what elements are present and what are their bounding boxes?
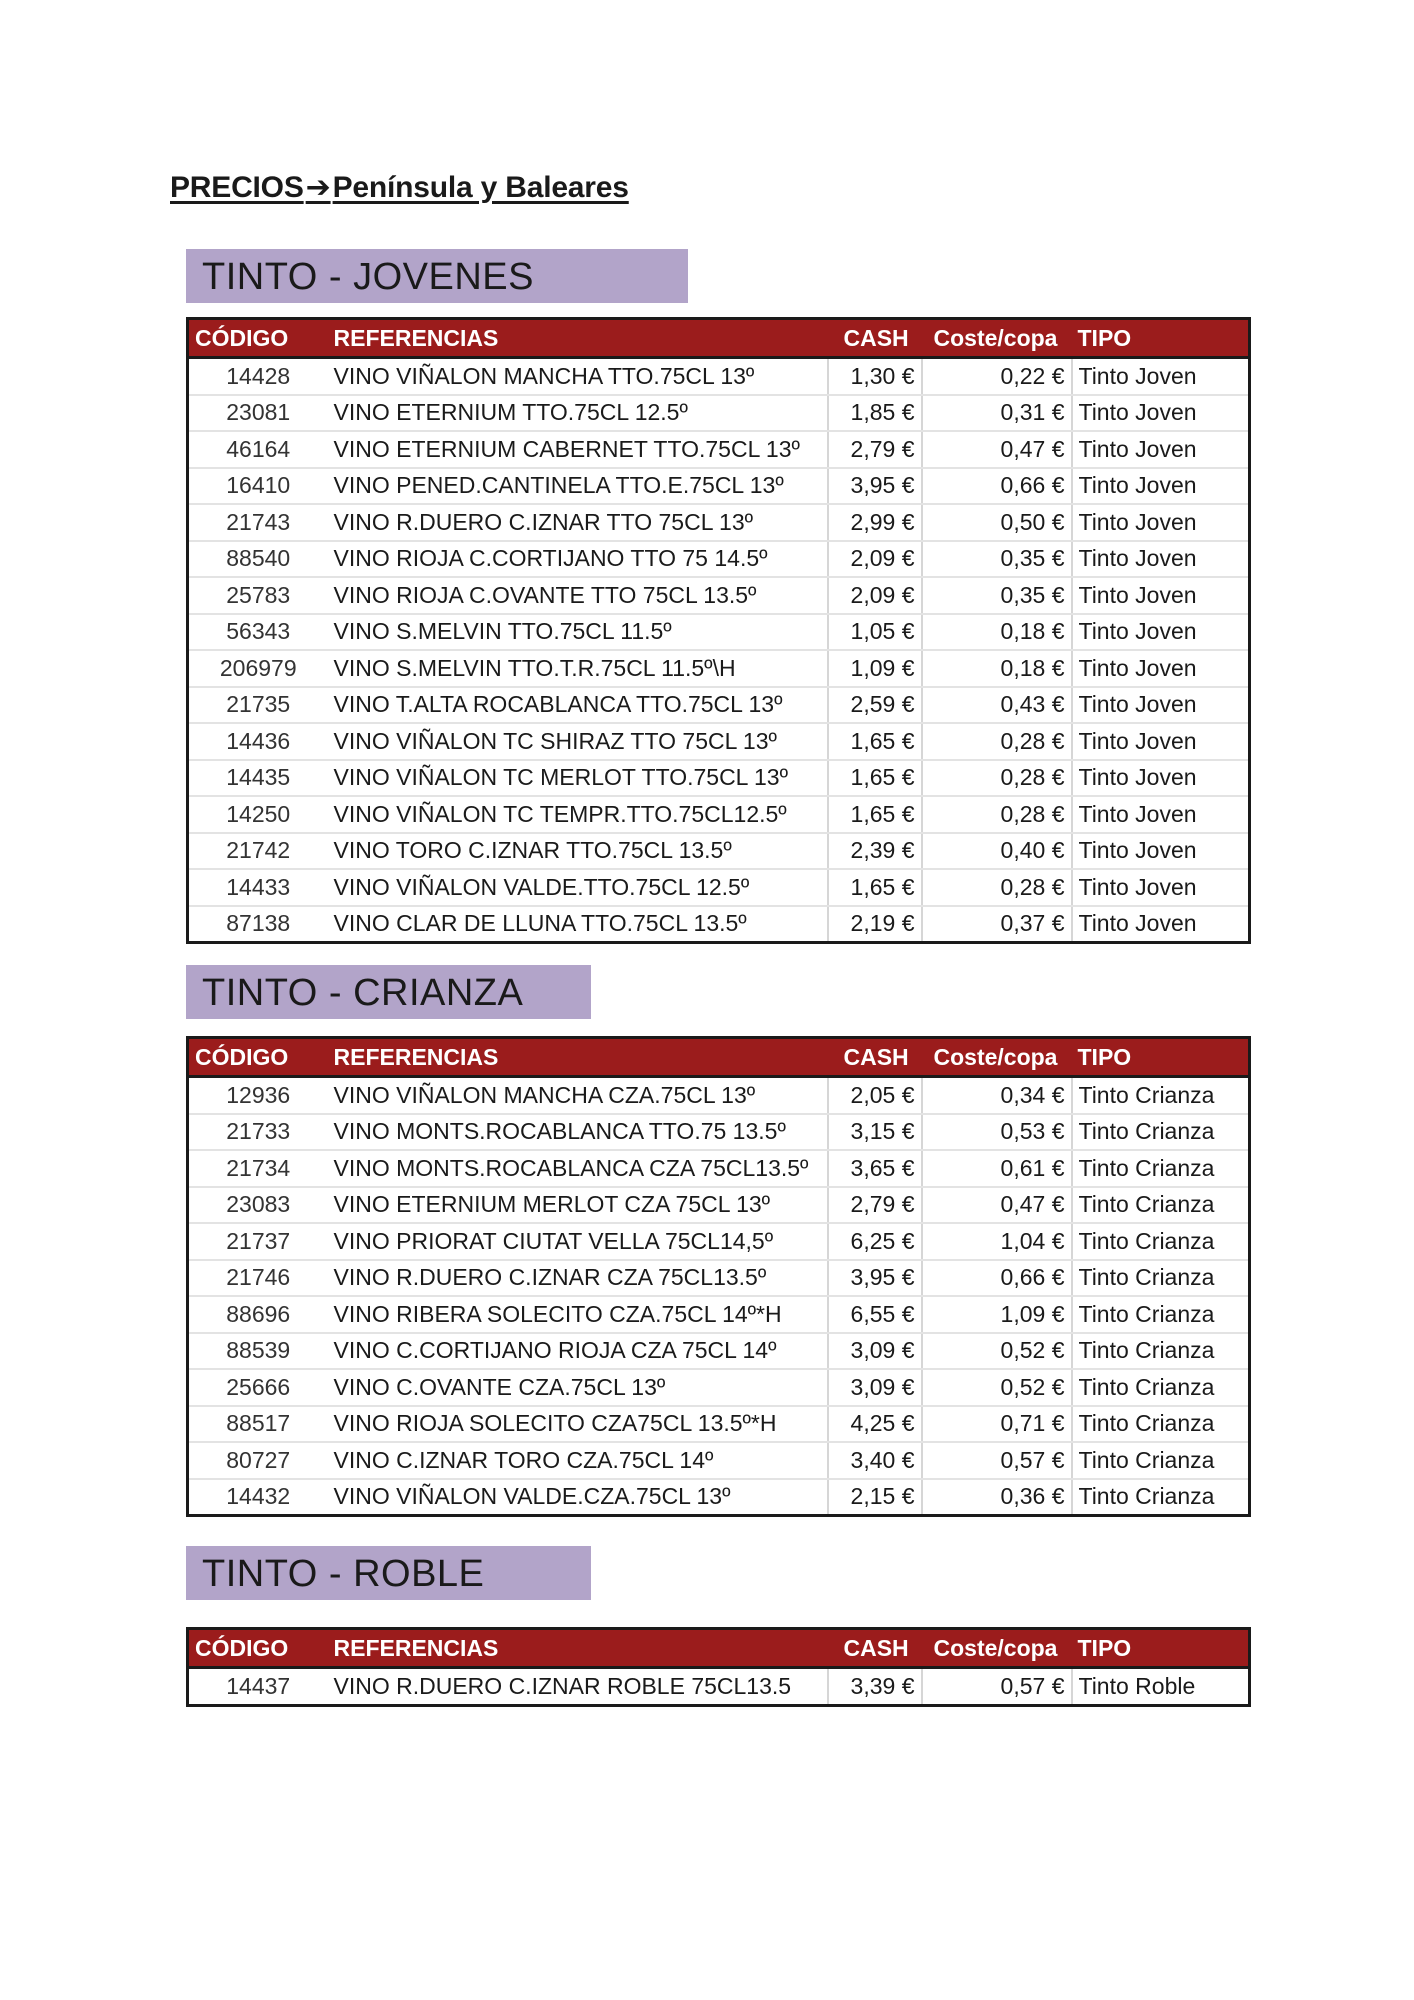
referencia-cell: VINO TORO C.IZNAR TTO.75CL 13.5º xyxy=(328,833,828,870)
coste-copa-cell: 1,04 € xyxy=(922,1223,1072,1260)
coste-copa-cell: 0,18 € xyxy=(922,614,1072,651)
referencia-cell: VINO MONTS.ROCABLANCA CZA 75CL13.5º xyxy=(328,1150,828,1187)
column-header-referencias: REFERENCIAS xyxy=(328,319,828,358)
coste-copa-cell: 0,22 € xyxy=(922,358,1072,395)
table-row xyxy=(188,577,1250,614)
table-row xyxy=(188,358,1250,395)
codigo-cell: 46164 xyxy=(188,431,328,468)
table-header-row xyxy=(188,1038,1250,1077)
column-header-codigo: CÓDIGO xyxy=(188,1038,328,1077)
table-row xyxy=(188,504,1250,541)
coste-copa-cell: 0,43 € xyxy=(922,687,1072,724)
cash-price-cell: 2,79 € xyxy=(828,431,922,468)
table-row xyxy=(188,906,1250,943)
table-row xyxy=(188,650,1250,687)
column-header-coste: Coste/copa xyxy=(922,1629,1072,1668)
table-row xyxy=(188,395,1250,432)
codigo-cell: 56343 xyxy=(188,614,328,651)
coste-copa-cell: 0,57 € xyxy=(922,1442,1072,1479)
table-header-row xyxy=(188,1629,1250,1668)
price-table xyxy=(186,1036,1251,1517)
column-header-cash: CASH xyxy=(828,319,922,358)
tipo-cell: Tinto Crianza xyxy=(1072,1296,1250,1333)
coste-copa-cell: 0,18 € xyxy=(922,650,1072,687)
codigo-cell: 88539 xyxy=(188,1333,328,1370)
cash-price-cell: 4,25 € xyxy=(828,1406,922,1443)
referencia-cell: VINO ETERNIUM CABERNET TTO.75CL 13º xyxy=(328,431,828,468)
codigo-cell: 21734 xyxy=(188,1150,328,1187)
heading-prefix: PRECIOS xyxy=(170,171,304,204)
coste-copa-cell: 0,35 € xyxy=(922,541,1072,578)
referencia-cell: VINO VIÑALON MANCHA TTO.75CL 13º xyxy=(328,358,828,395)
referencia-cell: VINO C.CORTIJANO RIOJA CZA 75CL 14º xyxy=(328,1333,828,1370)
referencia-cell: VINO VIÑALON VALDE.TTO.75CL 12.5º xyxy=(328,869,828,906)
codigo-cell: 80727 xyxy=(188,1442,328,1479)
section-title: TINTO - CRIANZA xyxy=(186,965,591,1019)
coste-copa-cell: 0,28 € xyxy=(922,869,1072,906)
tipo-cell: Tinto Crianza xyxy=(1072,1333,1250,1370)
tipo-cell: Tinto Joven xyxy=(1078,910,1197,937)
table-row xyxy=(188,1296,1250,1333)
referencia-cell: VINO MONTS.ROCABLANCA TTO.75 13.5º xyxy=(328,1114,828,1151)
cash-price-cell: 1,30 € xyxy=(828,358,922,395)
section-title: TINTO - ROBLE xyxy=(186,1546,591,1600)
column-header-cash: CASH xyxy=(828,1629,922,1668)
tipo-cell: Tinto Crianza xyxy=(1072,1114,1250,1151)
price-table xyxy=(186,1627,1251,1707)
table-row xyxy=(188,796,1250,833)
table-row xyxy=(188,833,1250,870)
coste-copa-cell: 0,61 € xyxy=(922,1150,1072,1187)
codigo-cell: 21746 xyxy=(188,1260,328,1297)
cash-price-cell: 1,85 € xyxy=(828,395,922,432)
referencia-cell: VINO T.ALTA ROCABLANCA TTO.75CL 13º xyxy=(328,687,828,724)
cash-price-cell: 1,09 € xyxy=(828,650,922,687)
price-table xyxy=(186,317,1251,944)
cash-price-cell: 1,65 € xyxy=(828,723,922,760)
referencia-cell: VINO VIÑALON TC TEMPR.TTO.75CL12.5º xyxy=(328,796,828,833)
coste-copa-cell: 0,47 € xyxy=(922,431,1072,468)
cash-price-cell: 1,05 € xyxy=(828,614,922,651)
table-row xyxy=(188,1150,1250,1187)
coste-copa-cell: 0,57 € xyxy=(922,1668,1072,1706)
column-header-tipo: TIPO xyxy=(1072,319,1250,358)
column-header-referencias: REFERENCIAS xyxy=(328,1629,828,1668)
referencia-cell: VINO R.DUERO C.IZNAR ROBLE 75CL13.5 xyxy=(328,1668,828,1706)
referencia-cell: VINO R.DUERO C.IZNAR TTO 75CL 13º xyxy=(328,504,828,541)
referencia-cell: VINO VIÑALON VALDE.CZA.75CL 13º xyxy=(328,1479,828,1516)
column-header-referencias: REFERENCIAS xyxy=(328,1038,828,1077)
codigo-cell: 14432 xyxy=(226,1483,291,1510)
column-header-cash: CASH xyxy=(828,1038,922,1077)
referencia-cell: VINO S.MELVIN TTO.T.R.75CL 11.5º\H xyxy=(328,650,828,687)
coste-copa-cell: 0,28 € xyxy=(922,796,1072,833)
referencia-cell: VINO VIÑALON TC SHIRAZ TTO 75CL 13º xyxy=(328,723,828,760)
cash-price-cell: 2,79 € xyxy=(828,1187,922,1224)
codigo-cell: 21733 xyxy=(188,1114,328,1151)
tipo-cell: Tinto Crianza xyxy=(1072,1150,1250,1187)
tipo-cell: Tinto Joven xyxy=(1072,468,1250,505)
coste-copa-cell: 0,50 € xyxy=(922,504,1072,541)
tipo-cell: Tinto Joven xyxy=(1072,723,1250,760)
table-row xyxy=(188,1369,1250,1406)
referencia-cell: VINO RIBERA SOLECITO CZA.75CL 14º*H xyxy=(328,1296,828,1333)
referencia-cell: VINO RIOJA C.CORTIJANO TTO 75 14.5º xyxy=(328,541,828,578)
coste-copa-cell: 0,40 € xyxy=(922,833,1072,870)
codigo-cell: 16410 xyxy=(188,468,328,505)
tipo-cell: Tinto Roble xyxy=(1078,1672,1196,1699)
referencia-cell: VINO RIOJA SOLECITO CZA75CL 13.5º*H xyxy=(328,1406,828,1443)
section-title: TINTO - JOVENES xyxy=(186,249,688,303)
cash-price-cell: 2,19 € xyxy=(828,906,922,943)
column-header-tipo: TIPO xyxy=(1072,1629,1250,1668)
referencia-cell: VINO CLAR DE LLUNA TTO.75CL 13.5º xyxy=(328,906,828,943)
cash-price-cell: 3,09 € xyxy=(828,1333,922,1370)
table-row xyxy=(188,1668,1250,1706)
tipo-cell: Tinto Joven xyxy=(1072,869,1250,906)
cash-price-cell: 3,09 € xyxy=(828,1369,922,1406)
codigo-cell: 23081 xyxy=(188,395,328,432)
cash-price-cell: 2,99 € xyxy=(828,504,922,541)
tipo-cell: Tinto Joven xyxy=(1072,395,1250,432)
referencia-cell: VINO C.IZNAR TORO CZA.75CL 14º xyxy=(328,1442,828,1479)
codigo-cell: 14435 xyxy=(188,760,328,797)
coste-copa-cell: 0,37 € xyxy=(922,906,1072,943)
coste-copa-cell: 0,36 € xyxy=(922,1479,1072,1516)
table-row xyxy=(188,1333,1250,1370)
cash-price-cell: 3,40 € xyxy=(828,1442,922,1479)
column-header-coste: Coste/copa xyxy=(922,319,1072,358)
page-heading xyxy=(170,170,629,205)
codigo-cell: 21735 xyxy=(188,687,328,724)
tipo-cell: Tinto Crianza xyxy=(1072,1077,1250,1114)
tipo-cell: Tinto Crianza xyxy=(1072,1260,1250,1297)
table-row xyxy=(188,1406,1250,1443)
tipo-cell: Tinto Crianza xyxy=(1072,1442,1250,1479)
table-row xyxy=(188,723,1250,760)
table-row xyxy=(188,1077,1250,1114)
cash-price-cell: 2,39 € xyxy=(828,833,922,870)
tipo-cell: Tinto Joven xyxy=(1072,504,1250,541)
tipo-cell: Tinto Joven xyxy=(1072,650,1250,687)
cash-price-cell: 2,09 € xyxy=(828,541,922,578)
cash-price-cell: 1,65 € xyxy=(828,796,922,833)
cash-price-cell: 3,65 € xyxy=(828,1150,922,1187)
coste-copa-cell: 0,71 € xyxy=(922,1406,1072,1443)
referencia-cell: VINO VIÑALON TC MERLOT TTO.75CL 13º xyxy=(328,760,828,797)
table-row xyxy=(188,687,1250,724)
referencia-cell: VINO PENED.CANTINELA TTO.E.75CL 13º xyxy=(328,468,828,505)
coste-copa-cell: 0,35 € xyxy=(922,577,1072,614)
cash-price-cell: 2,15 € xyxy=(828,1479,922,1516)
codigo-cell: 206979 xyxy=(188,650,328,687)
column-header-codigo: CÓDIGO xyxy=(188,1629,328,1668)
referencia-cell: VINO RIOJA C.OVANTE TTO 75CL 13.5º xyxy=(328,577,828,614)
tipo-cell: Tinto Joven xyxy=(1072,431,1250,468)
referencia-cell: VINO C.OVANTE CZA.75CL 13º xyxy=(328,1369,828,1406)
coste-copa-cell: 0,47 € xyxy=(922,1187,1072,1224)
tipo-cell: Tinto Crianza xyxy=(1078,1483,1215,1510)
tipo-cell: Tinto Joven xyxy=(1072,796,1250,833)
table-row xyxy=(188,1114,1250,1151)
coste-copa-cell: 0,34 € xyxy=(922,1077,1072,1114)
coste-copa-cell: 0,52 € xyxy=(922,1369,1072,1406)
table-row xyxy=(188,431,1250,468)
coste-copa-cell: 0,53 € xyxy=(922,1114,1072,1151)
column-header-codigo: CÓDIGO xyxy=(188,319,328,358)
codigo-cell: 14250 xyxy=(188,796,328,833)
codigo-cell: 25783 xyxy=(188,577,328,614)
coste-copa-cell: 0,28 € xyxy=(922,723,1072,760)
heading-region: Península y Baleares xyxy=(332,171,629,204)
codigo-cell: 14437 xyxy=(226,1672,291,1699)
table-row xyxy=(188,869,1250,906)
tipo-cell: Tinto Crianza xyxy=(1072,1187,1250,1224)
coste-copa-cell: 0,52 € xyxy=(922,1333,1072,1370)
codigo-cell: 25666 xyxy=(188,1369,328,1406)
codigo-cell: 88696 xyxy=(188,1296,328,1333)
tipo-cell: Tinto Joven xyxy=(1072,577,1250,614)
codigo-cell: 88517 xyxy=(188,1406,328,1443)
codigo-cell: 21742 xyxy=(188,833,328,870)
cash-price-cell: 1,65 € xyxy=(828,760,922,797)
table-row xyxy=(188,1442,1250,1479)
cash-price-cell: 2,59 € xyxy=(828,687,922,724)
table-row xyxy=(188,760,1250,797)
referencia-cell: VINO PRIORAT CIUTAT VELLA 75CL14,5º xyxy=(328,1223,828,1260)
tipo-cell: Tinto Crianza xyxy=(1072,1369,1250,1406)
cash-price-cell: 1,65 € xyxy=(828,869,922,906)
coste-copa-cell: 0,31 € xyxy=(922,395,1072,432)
cash-price-cell: 3,95 € xyxy=(828,468,922,505)
coste-copa-cell: 0,66 € xyxy=(922,468,1072,505)
tipo-cell: Tinto Joven xyxy=(1072,358,1250,395)
cash-price-cell: 2,05 € xyxy=(828,1077,922,1114)
codigo-cell: 23083 xyxy=(188,1187,328,1224)
cash-price-cell: 3,95 € xyxy=(828,1260,922,1297)
table-header-row xyxy=(188,319,1250,358)
referencia-cell: VINO R.DUERO C.IZNAR CZA 75CL13.5º xyxy=(328,1260,828,1297)
table-row xyxy=(188,1223,1250,1260)
codigo-cell: 21737 xyxy=(188,1223,328,1260)
cash-price-cell: 3,39 € xyxy=(828,1668,922,1706)
table-row xyxy=(188,468,1250,505)
codigo-cell: 14436 xyxy=(188,723,328,760)
cash-price-cell: 3,15 € xyxy=(828,1114,922,1151)
column-header-coste: Coste/copa xyxy=(922,1038,1072,1077)
tipo-cell: Tinto Crianza xyxy=(1072,1223,1250,1260)
codigo-cell: 87138 xyxy=(226,910,291,937)
cash-price-cell: 6,55 € xyxy=(828,1296,922,1333)
codigo-cell: 12936 xyxy=(188,1077,328,1114)
coste-copa-cell: 1,09 € xyxy=(922,1296,1072,1333)
tipo-cell: Tinto Crianza xyxy=(1072,1406,1250,1443)
table-row xyxy=(188,614,1250,651)
column-header-tipo: TIPO xyxy=(1072,1038,1250,1077)
arrow-icon: ➔ xyxy=(305,171,331,204)
tipo-cell: Tinto Joven xyxy=(1072,614,1250,651)
referencia-cell: VINO S.MELVIN TTO.75CL 11.5º xyxy=(328,614,828,651)
tipo-cell: Tinto Joven xyxy=(1072,760,1250,797)
table-row xyxy=(188,541,1250,578)
codigo-cell: 21743 xyxy=(188,504,328,541)
tipo-cell: Tinto Joven xyxy=(1072,833,1250,870)
tipo-cell: Tinto Joven xyxy=(1072,541,1250,578)
tipo-cell: Tinto Joven xyxy=(1072,687,1250,724)
referencia-cell: VINO VIÑALON MANCHA CZA.75CL 13º xyxy=(328,1077,828,1114)
table-row xyxy=(188,1260,1250,1297)
referencia-cell: VINO ETERNIUM MERLOT CZA 75CL 13º xyxy=(328,1187,828,1224)
cash-price-cell: 6,25 € xyxy=(828,1223,922,1260)
referencia-cell: VINO ETERNIUM TTO.75CL 12.5º xyxy=(328,395,828,432)
coste-copa-cell: 0,66 € xyxy=(922,1260,1072,1297)
codigo-cell: 14428 xyxy=(188,358,328,395)
coste-copa-cell: 0,28 € xyxy=(922,760,1072,797)
codigo-cell: 14433 xyxy=(188,869,328,906)
codigo-cell: 88540 xyxy=(188,541,328,578)
table-row xyxy=(188,1187,1250,1224)
table-row xyxy=(188,1479,1250,1516)
cash-price-cell: 2,09 € xyxy=(828,577,922,614)
